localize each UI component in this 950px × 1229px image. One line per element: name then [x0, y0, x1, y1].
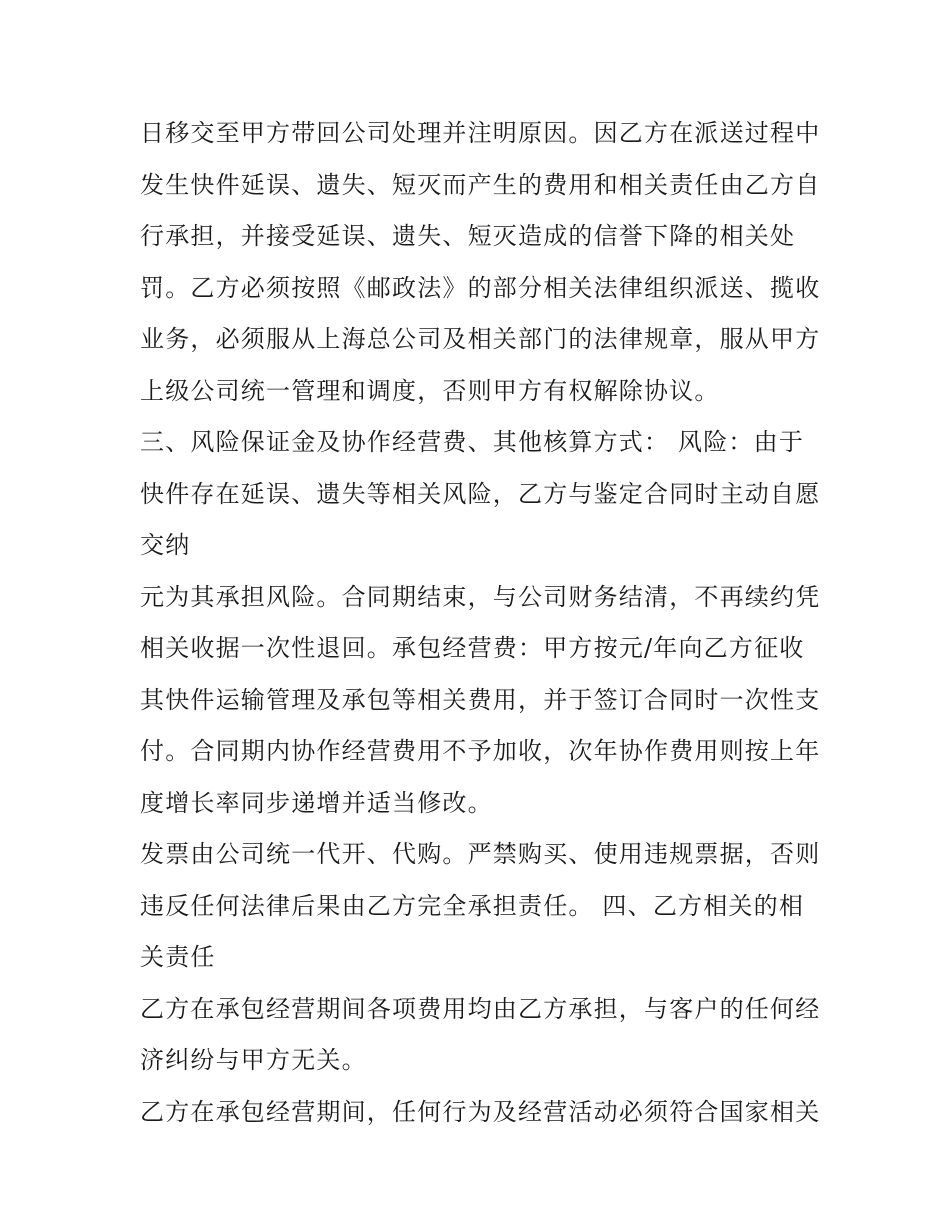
text-line: 行承担，并接受延误、遗失、短灭造成的信誉下降的相关处: [140, 222, 796, 250]
text-line: 付。合同期内协作经营费用不予加收，次年协作费用则按上年: [140, 737, 821, 765]
text-line: 业务，必须服从上海总公司及相关部门的法律规章，服从甲方: [140, 325, 821, 353]
text-line: 发生快件延误、遗失、短灭而产生的费用和相关责任由乙方自: [140, 170, 821, 199]
text-line: 罚。乙方必须按照《邮政法》的部分相关法律组织派送、揽收: [140, 273, 821, 302]
text-line: 发票由公司统一代开、代购。严禁购买、使用违规票据，否则: [140, 840, 821, 868]
text-line: 乙方在承包经营期间，任何行为及经营活动必须符合国家相关: [140, 1097, 821, 1126]
text-line: 元为其承担风险。合同期结束，与公司财务结清，不再续约凭: [140, 582, 821, 611]
text-line: 济纠纷与甲方无关。: [140, 1046, 367, 1074]
text-line: 相关收据一次性退回。承包经营费：甲方按元/年向乙方征收: [140, 634, 805, 662]
text-line: 乙方在承包经营期间各项费用均由乙方承担，与客户的任何经: [140, 994, 821, 1023]
text-line: 违反任何法律后果由乙方完全承担责任。 四、乙方相关的相: [140, 891, 805, 920]
text-line: 度增长率同步递增并适当修改。: [140, 788, 493, 817]
text-line: 快件存在延误、遗失等相关风险，乙方与鉴定合同时主动自愿: [140, 479, 821, 508]
text-line: 其快件运输管理及承包等相关费用，并于签订合同时一次性支: [140, 685, 821, 714]
text-line: 关责任: [140, 943, 216, 971]
section-heading-line: 三、风险保证金及协作经营费、其他核算方式： 风险：由于: [140, 428, 805, 456]
text-line: 上级公司统一管理和调度，否则甲方有权解除协议。: [140, 376, 720, 405]
text-line: 日移交至甲方带回公司处理并注明原因。因乙方在派送过程中: [140, 119, 821, 147]
contract-body-text: [140, 108, 820, 1138]
text-line: 交纳: [140, 531, 191, 559]
